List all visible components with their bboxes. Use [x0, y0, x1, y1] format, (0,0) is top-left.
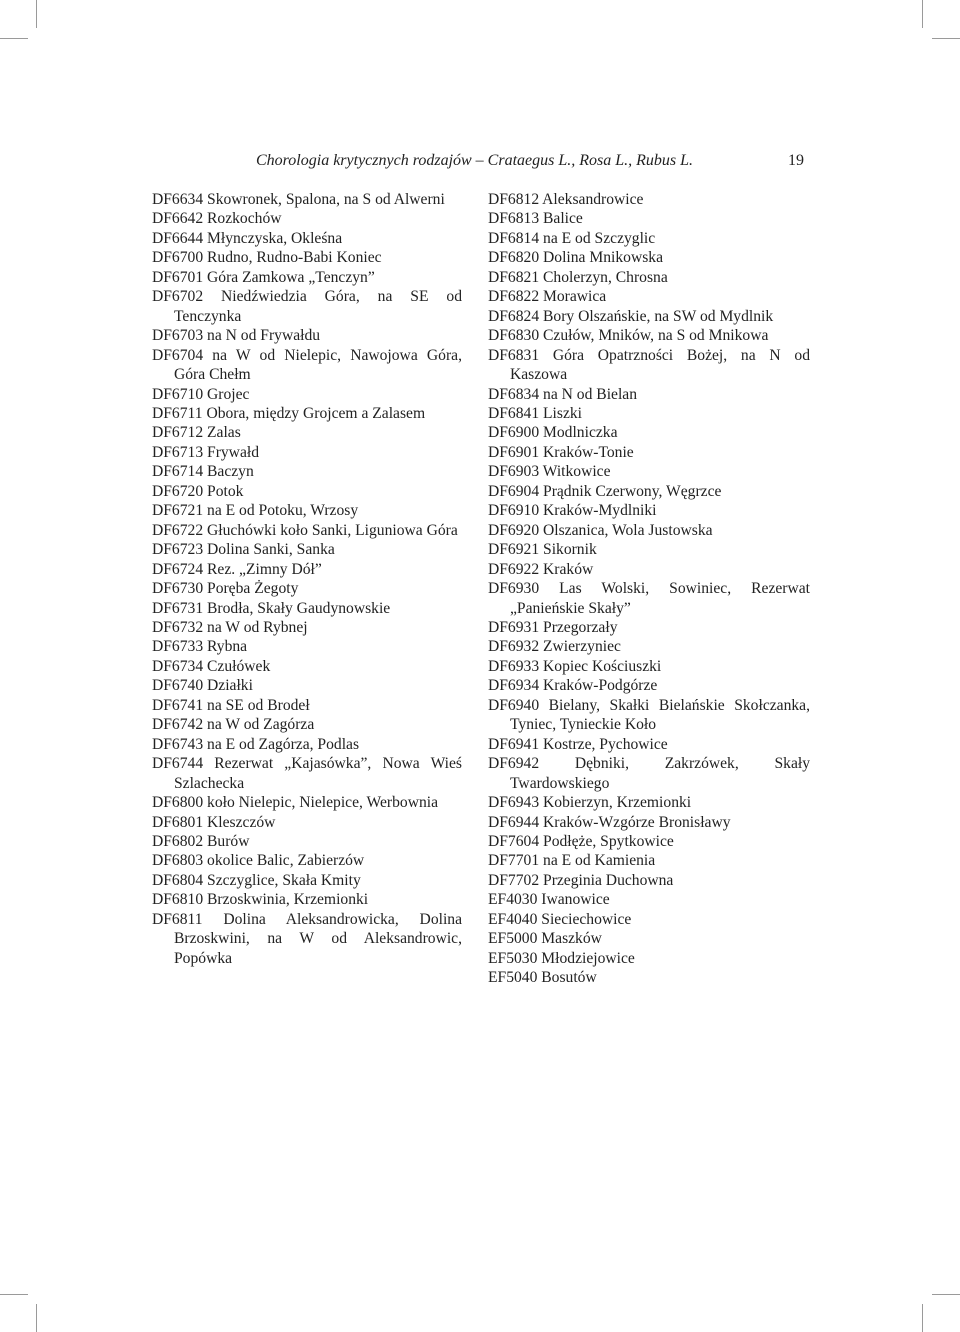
- locality-entry: DF6940 Bielany, Skałki Bielańskie Skołczanka, Tyniec, Tynieckie Koło: [488, 696, 810, 734]
- locality-entry: DF6944 Kraków-Wzgórze Bronisławy: [488, 813, 731, 831]
- locality-entry: DF6721 na E od Potoku, Wrzosy: [152, 502, 359, 520]
- locality-entry: EF4040 Sieciechowice: [488, 910, 632, 928]
- crop-mark-right-top: [932, 38, 960, 39]
- locality-entry: DF6742 na W od Zagórza: [152, 716, 315, 734]
- locality-entry: DF6821 Cholerzyn, Chrosna: [488, 268, 668, 286]
- locality-entry: DF6920 Olszanica, Wola Justowska: [488, 521, 713, 539]
- locality-entry: DF6714 Baczyn: [152, 463, 254, 481]
- locality-entry: DF6713 Frywałd: [152, 443, 259, 461]
- locality-entry: DF6824 Bory Olszańskie, na SW od Mydlnik: [488, 307, 774, 325]
- locality-entry: DF7604 Podłęże, Spytkowice: [488, 832, 674, 850]
- locality-entry: DF6814 na E od Szczyglic: [488, 229, 656, 247]
- locality-entry: DF6930 Las Wolski, Sowiniec, Rezerwat „Panieńskie Skały”: [488, 580, 810, 617]
- locality-entry: DF6822 Morawica: [488, 288, 607, 306]
- crop-mark-left-top: [0, 38, 28, 39]
- locality-entry: DF6733 Rybna: [152, 638, 248, 656]
- locality-entry: DF6820 Dolina Mnikowska: [488, 249, 663, 267]
- locality-entry: DF6904 Prądnik Czerwony, Węgrzce: [488, 482, 722, 500]
- locality-entry: DF6802 Burów: [152, 832, 250, 850]
- locality-entry: DF6812 Aleksandrowice: [488, 191, 644, 208]
- locality-entry: DF6813 Balice: [488, 210, 583, 228]
- locality-entry: DF6931 Przegorzały: [488, 618, 618, 636]
- locality-entry: DF6903 Witkowice: [488, 463, 611, 481]
- locality-entry: DF6942 Dębniki, Zakrzówek, Skały Twardowskiego: [488, 755, 810, 792]
- locality-entry: DF6734 Czułówek: [152, 657, 271, 675]
- locality-entry: DF6922 Kraków: [488, 560, 594, 578]
- locality-entry: DF6723 Dolina Sanki, Sanka: [152, 541, 335, 559]
- locality-entry: DF6831 Góra Opatrzności Bożej, na N od Kaszowa: [488, 346, 810, 384]
- locality-entry: EF5040 Bosutów: [488, 969, 597, 987]
- locality-entry: DF6933 Kopiec Kościuszki: [488, 657, 662, 675]
- locality-entry: DF6801 Kleszczów: [152, 813, 276, 831]
- crop-mark-top-left: [36, 0, 37, 28]
- locality-entry: DF6901 Kraków-Tonie: [488, 443, 634, 461]
- locality-entry: DF6732 na W od Rybnej: [152, 618, 308, 636]
- locality-entry: DF6701 Góra Zamkowa „Tenczyn”: [152, 268, 375, 286]
- page-number: 19: [788, 152, 804, 169]
- locality-entry: DF6741 na SE od Brodeł: [152, 696, 310, 714]
- crop-mark-bottom-left: [36, 1304, 37, 1332]
- crop-mark-right-bottom: [932, 1294, 960, 1295]
- locality-entry: DF6704 na W od Nielepic, Nawojowa Góra, Góra Chełm: [152, 346, 462, 384]
- locality-entry: DF6830 Czułów, Mników, na S od Mnikowa: [488, 327, 769, 345]
- locality-entry: DF6644 Młynczyska, Okleśna: [152, 229, 343, 247]
- locality-entry: DF6943 Kobierzyn, Krzemionki: [488, 794, 692, 812]
- locality-entry: DF6722 Głuchówki koło Sanki, Liguniowa Góra: [152, 521, 458, 539]
- locality-entry: DF6800 koło Nielepic, Nielepice, Werbownia: [152, 794, 439, 812]
- locality-entry: DF6841 Liszki: [488, 404, 582, 422]
- locality-entry: DF6834 na N od Bielan: [488, 385, 637, 403]
- locality-entry: DF6740 Działki: [152, 677, 253, 695]
- locality-entry: DF6941 Kostrze, Pychowice: [488, 735, 668, 753]
- crop-mark-bottom-right: [922, 1304, 923, 1332]
- locality-entry: DF6720 Potok: [152, 482, 244, 500]
- locality-entry: DF6710 Grojec: [152, 385, 250, 403]
- locality-entry: DF6702 Niedźwiedzia Góra, na SE od Tenczynka: [152, 288, 462, 325]
- locality-entry: DF6932 Zwierzyniec: [488, 638, 621, 656]
- running-title: Chorologia krytycznych rodzajów – Crataegus L., Rosa L., Rubus L.: [256, 152, 694, 169]
- locality-entry: DF6810 Brzoskwinia, Krzemionki: [152, 891, 369, 909]
- locality-entry: DF6731 Brodła, Skały Gaudynowskie: [152, 599, 391, 617]
- locality-entry: DF6634 Skowronek, Spalona, na S od Alwerni: [152, 191, 445, 208]
- locality-entry: EF4030 Iwanowice: [488, 891, 610, 909]
- locality-entry: DF7702 Przeginia Duchowna: [488, 871, 674, 889]
- page-header: [0, 148, 960, 174]
- locality-entry: DF6900 Modlniczka: [488, 424, 618, 442]
- locality-entry: DF6743 na E od Zagórza, Podlas: [152, 735, 360, 753]
- crop-mark-left-bottom: [0, 1294, 28, 1295]
- locality-entry: DF6642 Rozkochów: [152, 210, 282, 228]
- locality-entry: DF6910 Kraków-Mydlniki: [488, 502, 657, 520]
- locality-entry: DF6724 Rez. „Zimny Dół”: [152, 560, 322, 578]
- locality-entry: DF6921 Sikornik: [488, 541, 597, 559]
- locality-entry: DF6712 Zalas: [152, 424, 241, 442]
- locality-entry: DF6811 Dolina Aleksandrowicka, Dolina Brzoskwini, na W od Aleksandrowic, Popówka: [152, 910, 462, 967]
- locality-entry: DF6934 Kraków-Podgórze: [488, 677, 658, 695]
- locality-entry: DF6804 Szczyglice, Skała Kmity: [152, 871, 361, 889]
- locality-entry: DF6703 na N od Frywałdu: [152, 327, 321, 345]
- locality-entry: DF7701 na E od Kamienia: [488, 852, 656, 870]
- locality-entry: DF6711 Obora, między Grojcem a Zalasem: [152, 404, 426, 422]
- locality-entry: EF5030 Młodziejowice: [488, 949, 635, 967]
- locality-entry: DF6700 Rudno, Rudno-Babi Koniec: [152, 249, 382, 267]
- locality-entry: DF6744 Rezerwat „Kajasówka”, Nowa Wieś Szlachecka: [152, 755, 462, 792]
- locality-entry: EF5000 Maszków: [488, 930, 602, 948]
- left-column: [152, 190, 462, 968]
- right-column: [488, 190, 810, 988]
- crop-mark-top-right: [922, 0, 923, 28]
- locality-entry: DF6730 Poręba Żegoty: [152, 580, 299, 598]
- locality-entry: DF6803 okolice Balic, Zabierzów: [152, 852, 365, 870]
